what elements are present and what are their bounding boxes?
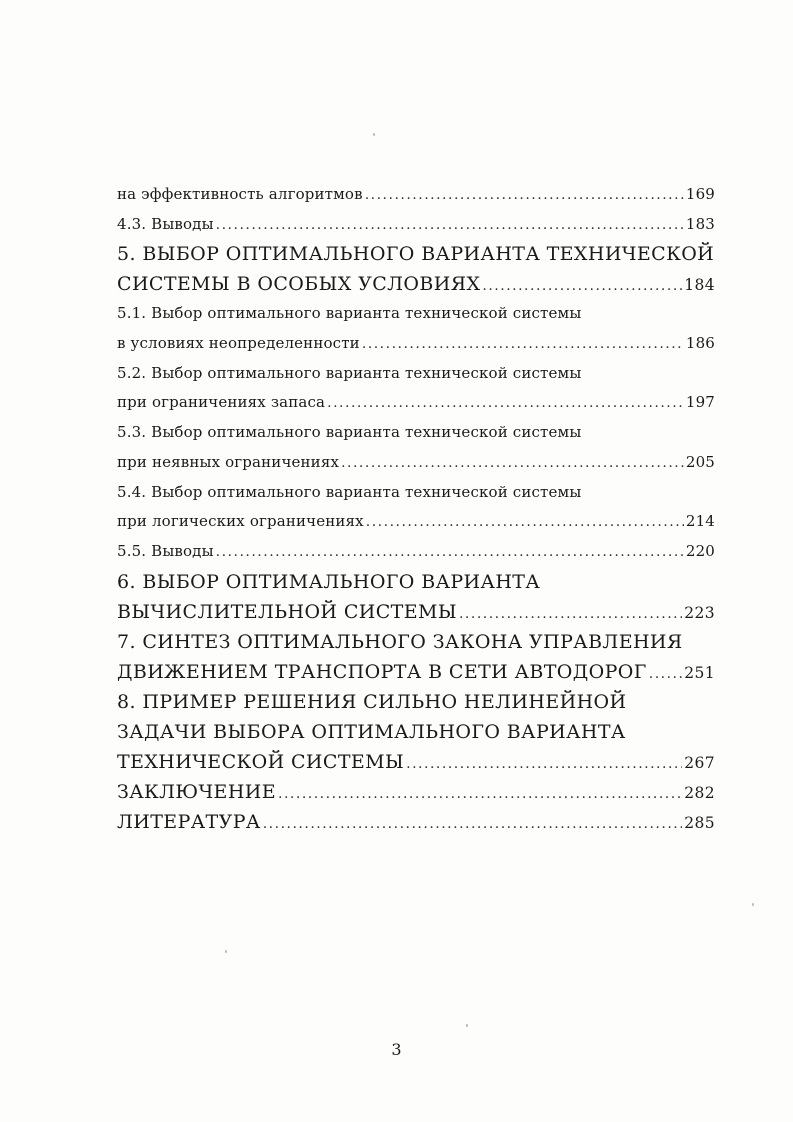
toc-line bbox=[117, 597, 715, 627]
toc-entry-text: на эффективность алгоритмов bbox=[117, 185, 363, 203]
toc-line bbox=[117, 717, 715, 747]
dot-leader bbox=[341, 449, 684, 478]
toc-line bbox=[117, 687, 715, 717]
toc-page-number: 282 bbox=[684, 783, 715, 802]
toc-line bbox=[117, 747, 715, 777]
toc-line bbox=[117, 359, 715, 389]
toc-page-number: 251 bbox=[684, 663, 715, 682]
dot-leader bbox=[366, 508, 684, 537]
toc-line bbox=[117, 627, 715, 657]
toc-entry-text: ЗАДАЧИ ВЫБОРА ОПТИМАЛЬНОГО ВАРИАНТА bbox=[117, 720, 626, 743]
scan-speck bbox=[373, 133, 375, 136]
toc-entry-text: 6. ВЫБОР ОПТИМАЛЬНОГО ВАРИАНТА bbox=[117, 570, 541, 593]
toc-line bbox=[117, 657, 715, 687]
toc-page-number: 197 bbox=[685, 393, 715, 412]
toc-line bbox=[117, 418, 715, 448]
toc-page-number: 169 bbox=[685, 185, 715, 203]
dot-leader bbox=[406, 749, 682, 777]
toc-entry-text: ЛИТЕРАТУРА bbox=[117, 810, 261, 833]
toc-line bbox=[117, 777, 715, 807]
scan-speck bbox=[752, 903, 754, 906]
toc-entry-text: ДВИЖЕНИЕМ ТРАНСПОРТА В СЕТИ АВТОДОРОГ bbox=[117, 660, 647, 683]
toc-page-number: 205 bbox=[685, 452, 715, 471]
toc-line bbox=[117, 388, 715, 418]
scan-speck bbox=[225, 950, 227, 953]
toc-entry-text: при ограничениях запаса bbox=[117, 393, 326, 412]
toc-line bbox=[117, 178, 715, 210]
dot-leader bbox=[278, 779, 682, 807]
toc-line bbox=[117, 448, 715, 478]
toc-entry-text: в условиях неопределенности bbox=[117, 334, 360, 353]
toc-entry-text: ВЫЧИСЛИТЕЛЬНОЙ СИСТЕМЫ bbox=[117, 600, 457, 623]
toc-line bbox=[117, 329, 715, 359]
toc-line bbox=[117, 567, 715, 597]
toc-page-number: 186 bbox=[685, 334, 715, 353]
toc-line bbox=[117, 537, 715, 567]
toc-entry-text: при неявных ограничениях bbox=[117, 452, 340, 471]
toc-line bbox=[117, 299, 715, 329]
dot-leader bbox=[216, 211, 684, 240]
toc-entry-text: 7. СИНТЕЗ ОПТИМАЛЬНОГО ЗАКОНА УПРАВЛЕНИЯ bbox=[117, 630, 683, 653]
dot-leader bbox=[459, 599, 682, 627]
toc-line bbox=[117, 478, 715, 508]
dot-leader bbox=[263, 809, 682, 837]
dot-leader bbox=[327, 389, 684, 418]
dot-leader bbox=[365, 181, 684, 210]
toc-page-number: 223 bbox=[684, 603, 715, 622]
toc-line bbox=[117, 210, 715, 240]
dot-leader bbox=[216, 538, 684, 567]
toc-entry-text: 5.5. Выводы bbox=[117, 541, 214, 560]
toc-line bbox=[117, 807, 715, 837]
page-number: 3 bbox=[391, 1040, 402, 1059]
toc-entry-text: 5.2. Выбор оптимального варианта технической системы bbox=[117, 363, 582, 382]
toc-entry-text: ТЕХНИЧЕСКОЙ СИСТЕМЫ bbox=[117, 750, 405, 773]
toc-entry-text: 4.3. Выводы bbox=[117, 214, 214, 233]
toc-line bbox=[117, 239, 715, 269]
toc-line bbox=[117, 269, 715, 299]
toc-page-number: 285 bbox=[684, 813, 715, 832]
toc-entry-text: 5.3. Выбор оптимального варианта технической системы bbox=[117, 423, 582, 442]
toc-entry-text: СИСТЕМЫ В ОСОБЫХ УСЛОВИЯХ bbox=[117, 273, 481, 296]
toc-entry-text: ЗАКЛЮЧЕНИЕ bbox=[117, 780, 277, 803]
toc-page-number: 267 bbox=[684, 753, 715, 772]
toc-entry-text: при логических ограничениях bbox=[117, 512, 364, 531]
toc-entry-text: 5.4. Выбор оптимального варианта технической системы bbox=[117, 482, 582, 501]
dot-leader bbox=[482, 271, 682, 299]
toc-page-number: 220 bbox=[685, 541, 715, 560]
toc-entry-text: 5.1. Выбор оптимального варианта технической системы bbox=[117, 304, 582, 323]
toc-page-number: 184 bbox=[684, 276, 715, 295]
toc-entry-text: 8. ПРИМЕР РЕШЕНИЯ СИЛЬНО НЕЛИНЕЙНОЙ bbox=[117, 690, 627, 713]
dot-leader bbox=[362, 330, 684, 359]
scan-speck bbox=[466, 1024, 468, 1027]
toc-line bbox=[117, 507, 715, 537]
table-of-contents bbox=[117, 178, 715, 837]
toc-entry-text: 5. ВЫБОР ОПТИМАЛЬНОГО ВАРИАНТА ТЕХНИЧЕСКОЙ bbox=[117, 243, 715, 266]
toc-page-number: 183 bbox=[685, 214, 715, 233]
dot-leader bbox=[649, 659, 682, 687]
toc-page-number: 214 bbox=[685, 512, 715, 531]
